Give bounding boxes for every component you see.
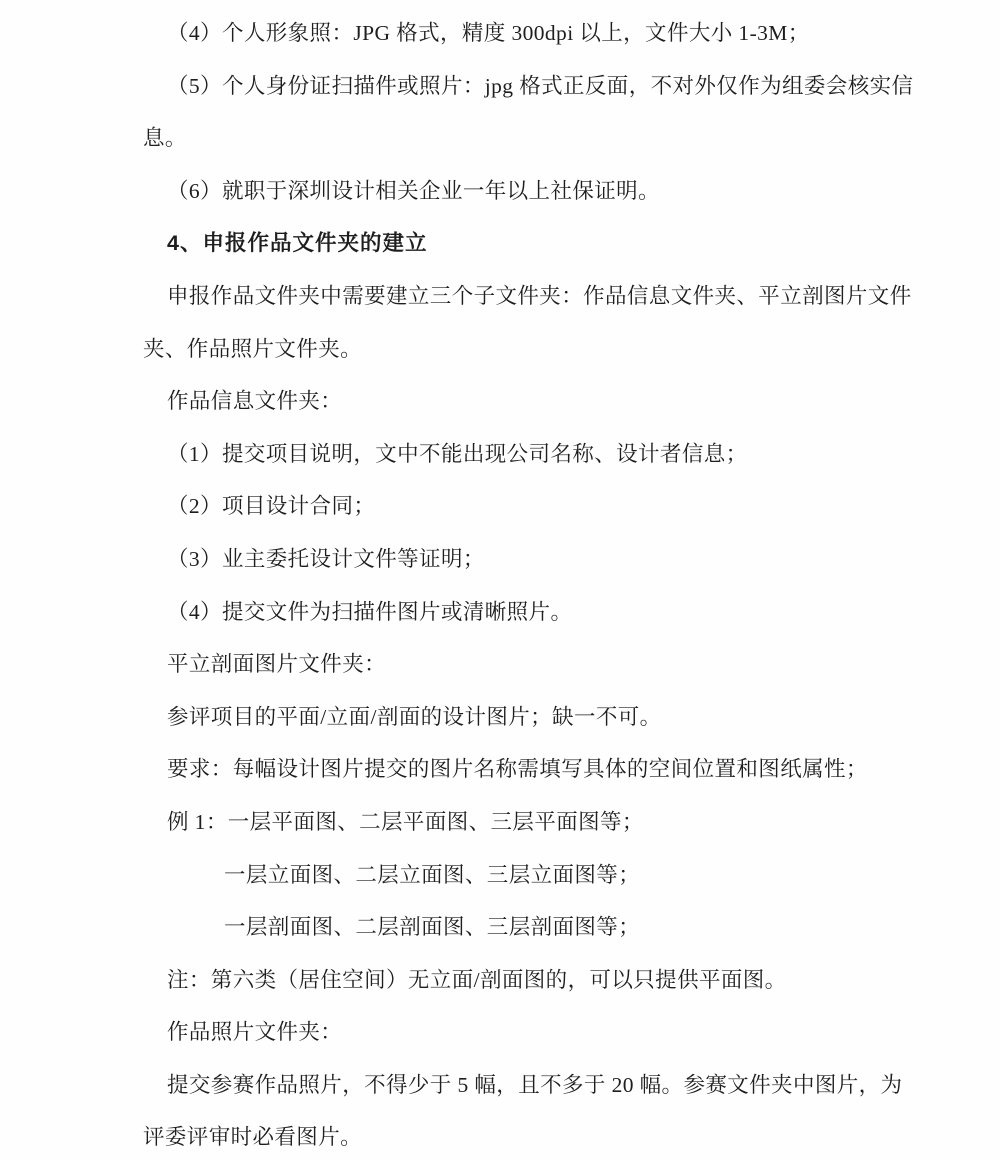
text-line: 例 1：一层平面图、二层平面图、三层平面图等； <box>167 809 644 834</box>
text-line: 作品照片文件夹： <box>167 1020 343 1045</box>
text-line: 息。 <box>143 126 187 151</box>
text-line: （4）提交文件为扫描件图片或清晰照片。 <box>167 599 573 624</box>
text-line: 夹、作品照片文件夹。 <box>143 336 363 361</box>
text-line: 提交参赛作品照片，不得少于 5 幅，且不多于 20 幅。参赛文件夹中图片，为 <box>167 1072 903 1097</box>
text-line: （5）个人身份证扫描件或照片：jpg 格式正反面，不对外仅作为组委会核实信 <box>167 73 914 98</box>
text-line: 评委评审时必看图片。 <box>143 1125 363 1150</box>
text-line: 要求：每幅设计图片提交的图片名称需填写具体的空间位置和图纸属性； <box>167 757 868 782</box>
text-line: （2）项目设计合同； <box>167 494 376 519</box>
text-line: 参评项目的平面/立面/剖面的设计图片；缺一不可。 <box>167 704 662 729</box>
text-line: （6）就职于深圳设计相关企业一年以上社保证明。 <box>167 178 660 203</box>
text-line: （3）业主委托设计文件等证明； <box>167 546 485 571</box>
text-line: （4）个人形象照：JPG 格式，精度 300dpi 以上，文件大小 1-3M； <box>167 21 810 45</box>
text-line: 一层剖面图、二层剖面图、三层剖面图等； <box>224 915 641 940</box>
document-body <box>143 0 933 1160</box>
text-line: 平立剖面图片文件夹： <box>167 652 387 677</box>
text-line: 作品信息文件夹： <box>167 389 343 414</box>
text-line: （1）提交项目说明，文中不能出现公司名称、设计者信息； <box>167 441 748 466</box>
text-line: 4、申报作品文件夹的建立 <box>167 231 428 256</box>
text-line: 一层立面图、二层立面图、三层立面图等； <box>224 862 641 887</box>
text-line: 注：第六类（居住空间）无立面/剖面图的，可以只提供平面图。 <box>167 967 787 992</box>
text-line: 申报作品文件夹中需要建立三个子文件夹：作品信息文件夹、平立剖图片文件 <box>167 283 912 308</box>
